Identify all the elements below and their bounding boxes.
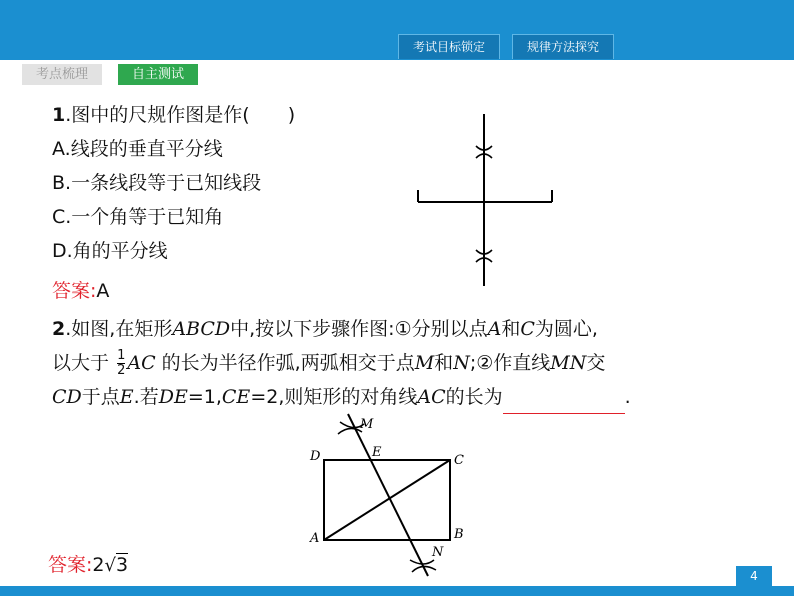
q2-line-3: CD于点E.若DE=1,CE=2,则矩形的对角线AC的长为 . xyxy=(52,380,631,414)
answer-blank xyxy=(503,391,625,414)
q2-answer: 答案:2√3 xyxy=(48,554,129,576)
tab-exam-goals[interactable]: 考试目标锁定 xyxy=(398,34,500,59)
q1-figure xyxy=(410,110,560,290)
label-a: A xyxy=(310,531,320,546)
q1-stem: 1.图中的尺规作图是作( ) xyxy=(52,104,296,126)
q2-line-2: 以大于 $\frac{1}{2}$ AC 的长为半径作弧,两弧相交于点M和N;②作直线MN交 xyxy=(52,348,606,378)
page-number: 4 xyxy=(736,566,772,586)
label-m: M xyxy=(360,417,374,432)
fraction-half: $\frac{1}{2}$ xyxy=(117,348,126,378)
q1-option-c: C.一个角等于已知角 xyxy=(52,206,224,228)
footer-bar xyxy=(0,586,794,596)
q1-answer: 答案:A xyxy=(52,280,110,302)
label-n: N xyxy=(432,545,444,560)
label-e: E xyxy=(372,445,382,460)
tab-method-explore[interactable]: 规律方法探究 xyxy=(512,34,614,59)
tab-self-test[interactable]: 自主测试 xyxy=(118,64,198,85)
q2-figure xyxy=(300,412,480,584)
diagonal-ac xyxy=(324,460,450,540)
line-mn xyxy=(348,414,428,576)
label-c: C xyxy=(454,453,464,468)
tab-knowledge-review[interactable]: 考点梳理 xyxy=(22,64,102,85)
label-d: D xyxy=(310,449,321,464)
header-bar xyxy=(0,0,794,60)
q1-option-d: D.角的平分线 xyxy=(52,240,168,262)
q2-line-1: 2.如图,在矩形ABCD中,按以下步骤作图:①分别以点A和C为圆心, xyxy=(52,318,598,340)
label-b: B xyxy=(454,527,464,542)
q1-option-a: A.线段的垂直平分线 xyxy=(52,138,223,160)
q1-option-b: B.一条线段等于已知线段 xyxy=(52,172,262,194)
